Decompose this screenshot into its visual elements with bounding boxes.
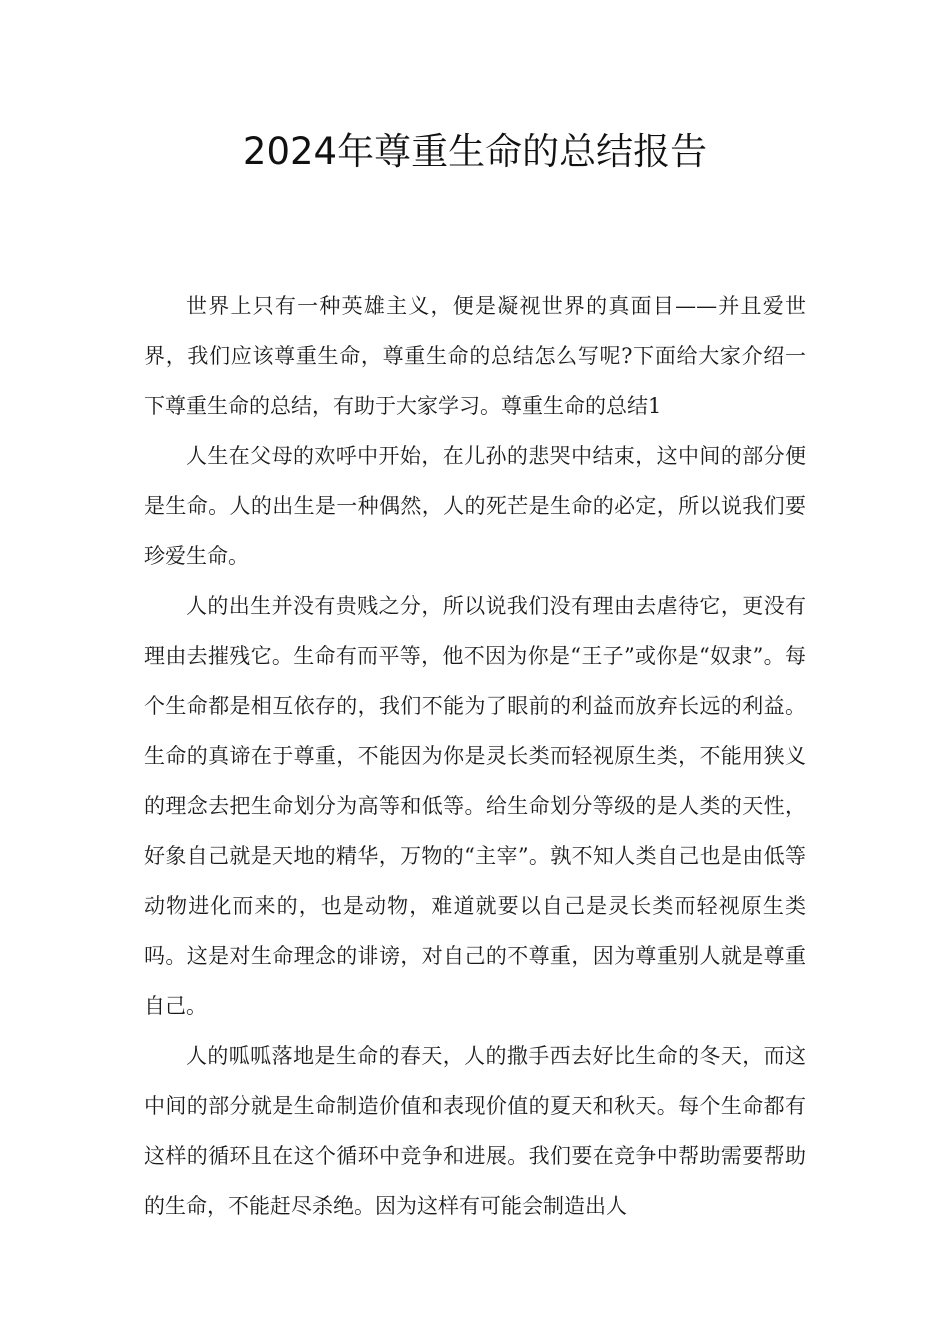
- paragraph-4: 人的呱呱落地是生命的春天，人的撒手西去好比生命的冬天，而这中间的部分就是生命制造价值和表现价值的夏天和秋天。每个生命都有这样的循环且在这个循环中竞争和进展。我们要在竞争中帮助需要帮助的生命，不能赶尽杀绝。因为这样有可能会制造出人: [144, 1044, 806, 1218]
- paragraph-3: 人的出生并没有贵贱之分，所以说我们没有理由去虐待它，更没有理由去摧残它。生命有而平等，他不因为你是“王子”或你是“奴隶”。每个生命都是相互依存的，我们不能为了眼前的利益而放弃长远的利益。生命的真谛在于尊重，不能因为你是灵长类而轻视原生类，不能用狭义的理念去把生命划分为高等和低等。给生命划分等级的是人类的天性，好象自己就是天地的精华，万物的“主宰”。孰不知人类自己也是由低等动物进化而来的，也是动物，难道就要以自己是灵长类而轻视原生类吗。这是对生命理念的诽谤，对自己的不尊重，因为尊重别人就是尊重自己。: [144, 594, 806, 1018]
- paragraph-1: 世界上只有一种英雄主义，便是凝视世界的真面目——并且爱世界，我们应该尊重生命，尊重生命的总结怎么写呢?下面给大家介绍一下尊重生命的总结，有助于大家学习。尊重生命的总结1: [144, 294, 806, 418]
- document-body: [144, 281, 806, 1231]
- document-title: 2024年尊重生命的总结报告: [242, 130, 708, 173]
- paragraph-2: 人生在父母的欢呼中开始，在儿孙的悲哭中结束，这中间的部分便是生命。人的出生是一种偶然，人的死芒是生命的必定，所以说我们要珍爱生命。: [144, 444, 806, 568]
